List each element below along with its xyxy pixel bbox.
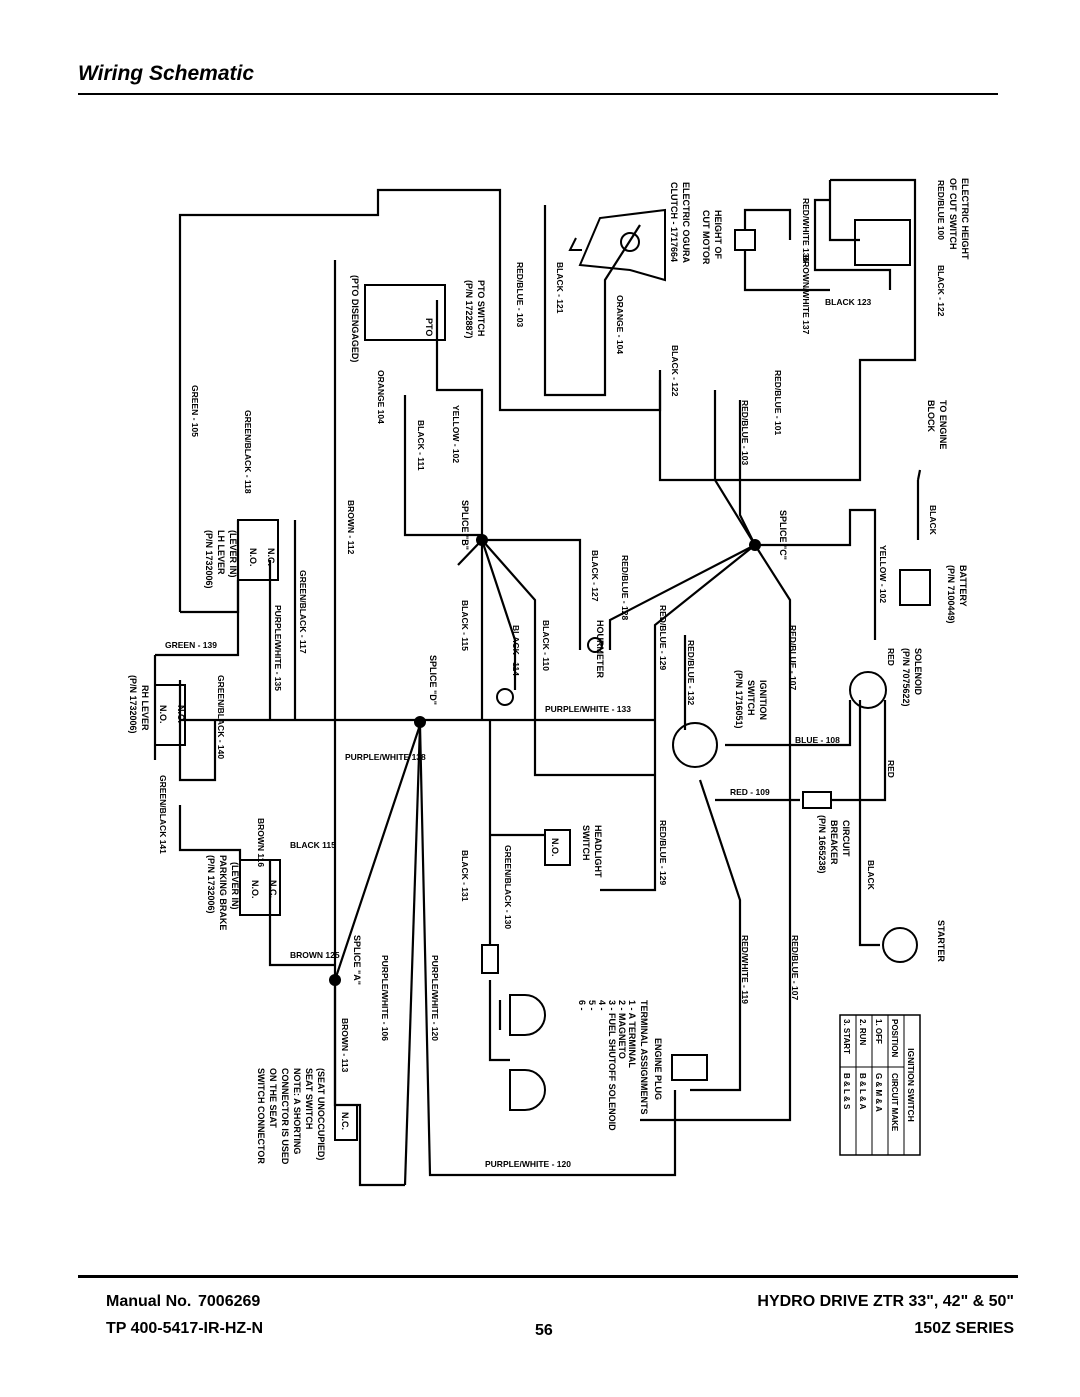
wire-label-125: BROWN 125 [290,950,340,960]
ign-table-header-circuit: CIRCUIT MAKE [890,1073,899,1132]
label-breaker-1: CIRCUIT [841,820,851,857]
wire-label-131: BLACK - 131 [460,850,470,902]
ignition-switch-table [840,1015,920,1155]
wire-label-red-sol2: RED [886,760,896,778]
page-number: 56 [535,1322,553,1339]
splice-a-dot [329,974,341,986]
wire-label-120: PURPLE/WHITE - 120 [430,955,440,1041]
wire-label-101: RED/BLUE - 101 [773,370,783,436]
wire-purple-white-138 [405,725,420,1185]
wire-label-139: GREEN - 139 [165,640,217,650]
fuel-solenoid-coil-1 [510,995,545,1035]
footer-rule [78,1275,1018,1278]
connector-131 [482,945,498,973]
wire-label-108: BLUE - 108 [795,735,840,745]
wire-label-112: BROWN - 112 [346,500,356,555]
label-splice-a: SPLICE "A" [352,935,362,986]
wire-label-black-starter: BLACK [866,860,876,890]
wire-label-141: GREEN/BLACK 141 [158,775,168,854]
wire-label-132: RED/BLUE - 132 [686,640,696,706]
wire-label-136: RED/WHITE 136 [801,198,811,263]
label-ignition-2: SWITCH [746,680,756,716]
wire-label-118: GREEN/BLACK - 118 [243,410,253,494]
label-engine-block-1: TO ENGINE [938,400,948,450]
label-solenoid-2: (P/N 7075622) [901,648,911,707]
label-ignition-1: IGNITION [758,680,768,720]
ign-table-row2-make: B & L & A [858,1073,867,1110]
engine-plug-box [672,1055,707,1080]
wire-label-130: GREEN/BLACK - 130 [503,845,513,930]
manual-number: 7006269 [198,1293,261,1310]
label-engine-plug-2: TERMINAL ASSIGNMENTS [639,1000,649,1115]
label-seat-2: SEAT SWITCH [304,1068,314,1130]
page-title: Wiring Schematic [78,62,255,85]
ign-table-row1-make: G & M & A [874,1073,883,1112]
height-switch-box [855,220,910,265]
wire-label-103: RED/BLUE - 103 [515,262,525,328]
wire-label-128: RED/BLUE - 128 [620,555,630,621]
wire-label-110: BLACK - 110 [541,620,551,672]
wire-label-100: RED/BLUE 100 [936,180,946,240]
label-engine-plug-item-5: 5 - [587,1000,597,1011]
ground-114 [497,689,513,705]
battery-box [900,570,930,605]
wire-label-129b: RED/BLUE - 129 [658,820,668,886]
label-splice-b: SPLICE "B" [460,500,470,551]
label-headlight-2: SWITCH [581,825,591,861]
wire-label-115: BLACK - 115 [460,600,470,652]
wire-red-blue-128 [610,545,755,640]
height-motor-box [735,230,755,250]
ign-table-title: IGNITION SWITCH [906,1048,916,1122]
wire-label-103b: RED/BLUE - 103 [740,400,750,466]
ign-table-row3-make: B & L & S [842,1073,851,1110]
label-pto-2: (P/N 1722887) [464,280,474,339]
wire-height-motor [745,210,830,290]
wire-label-119: RED/WHITE - 119 [740,935,750,1004]
label-seat-4: CONNECTOR IS USED [280,1068,290,1165]
wire-parking [180,805,240,860]
label-engine-plug-item-1: 1 - A TERMINAL [627,1000,637,1068]
label-pto-1: PTO SWITCH [476,280,486,337]
label-no-hl: N.O. [550,838,560,857]
product-name: HYDRO DRIVE ZTR 33", 42" & 50" [757,1293,1014,1310]
label-ignition-3: (P/N 1716051) [734,670,744,729]
wire-label-red-sol: RED [886,648,896,666]
wire-label-106: PURPLE/WHITE - 106 [380,955,390,1041]
wire-breaker-red [830,700,885,800]
label-rh-lever-1: RH LEVER [140,685,150,731]
ign-table-row2-pos: 2. RUN [858,1019,867,1046]
splice-d-dot [414,716,426,728]
label-no-rh: N.O. [158,705,168,724]
wire-label-129: RED/BLUE - 129 [658,605,668,671]
label-engine-plug-item-6: 6 - [577,1000,587,1011]
label-breaker-2: BREAKER [829,820,839,865]
wire-label-114: BLACK - 114 [511,625,521,677]
wire-label-102b: YELLOW - 102 [878,545,888,604]
wire-black-114 [482,540,515,690]
starter-body [883,928,917,962]
wire-battery-black [918,470,920,540]
ign-table-header-position: POSITION [890,1019,899,1058]
splice-b-dot [476,534,488,546]
ignition-body [673,723,717,767]
label-pto-4: PTO [424,318,434,337]
wire-label-107: RED/BLUE - 107 [788,625,798,691]
breaker-box [803,792,831,808]
tp-code: TP 400-5417-IR-HZ-N [106,1320,264,1337]
diode-symbol [570,238,582,250]
fuel-solenoid-coil-2 [510,1070,545,1110]
wire-label-122b: BLACK - 122 [670,345,680,397]
label-battery-2: (P/N 7100449) [946,565,956,624]
wire-label-113: BROWN - 113 [340,1018,350,1073]
label-battery-1: BATTERY [958,565,968,607]
label-hourmeter: HOURMETER [595,620,605,678]
label-parking-1: (LEVER IN) [230,862,240,910]
wire-label-133: PURPLE/WHITE - 133 [545,704,631,714]
label-height-switch-2: OF CUT SWITCH [948,178,958,250]
label-height-motor-2: CUT MOTOR [701,210,711,265]
wire-label-122: BLACK - 122 [936,265,946,317]
wire-height-switch [815,180,890,290]
wire-label-140: GREEN/BLACK - 140 [216,675,226,760]
wire-seat-switch [335,980,405,1185]
wire-label-123: BLACK 123 [825,297,872,307]
wire-label-104b: ORANGE 104 [376,370,386,424]
label-starter: STARTER [936,920,946,962]
wire-splice-d-to-a [335,725,420,980]
label-rh-lever-2: (P/N 1732006) [128,675,138,734]
wire-label-117: GREEN/BLACK - 117 [298,570,308,654]
label-headlight-1: HEADLIGHT [593,825,603,878]
wire-label-127: BLACK - 127 [590,550,600,602]
label-breaker-3: (P/N 1665238) [817,815,827,874]
wire-label-116: BROWN 116 [256,818,266,868]
label-lh-lever-3: (P/N 1732006) [204,530,214,589]
label-engine-plug-item-4: 4 - [597,1000,607,1011]
label-clutch-2: CLUTCH - 1717664 [669,182,679,263]
wire-label-104: ORANGE - 104 [615,295,625,355]
wire-label-137: BROWN/WHITE 137 [801,255,811,335]
label-splice-d: SPLICE "D" [428,655,438,706]
wire-fuel-solenoid [490,980,510,1060]
label-height-switch-1: ELECTRIC HEIGHT [960,178,970,260]
label-no-pb: N.O. [250,880,260,899]
solenoid-body [850,672,886,708]
label-engine-plug-item-2: 2 - MAGNETO [617,1000,627,1059]
ign-table-row1-pos: 1. OFF [874,1019,883,1044]
label-parking-2: PARKING BRAKE [218,855,228,931]
wire-label-120b: PURPLE/WHITE - 120 [485,1159,571,1169]
splice-c-dot [749,539,761,551]
label-solenoid-1: SOLENOID [913,648,923,696]
label-seat-3: NOTE: A SHORTING [292,1068,302,1155]
wire-black-122 [660,180,915,480]
wire-label-109: RED - 109 [730,787,770,797]
ign-table-row3-pos: 3. START [842,1019,851,1054]
series-name: 150Z SERIES [914,1320,1014,1337]
label-nc-seat: N.C. [340,1112,350,1130]
wire-label-107b: RED/BLUE - 107 [790,935,800,1001]
label-engine-plug-1: ENGINE PLUG [653,1038,663,1101]
wire-label-102: YELLOW - 102 [451,405,461,464]
wire-label-135: PURPLE/WHITE - 135 [273,605,283,691]
wire-label-105: GREEN - 105 [190,385,200,437]
label-seat-6: SWITCH CONNECTOR [256,1068,266,1164]
label-seat-5: ON THE SEAT [268,1068,278,1128]
label-height-motor-1: HEIGHT OF [713,210,723,259]
wire-label-115b: BLACK 115 [290,840,336,850]
label-pto-3: (PTO DISENGAGED) [350,275,360,363]
label-nc-rh: N.C. [176,705,186,723]
label-parking-3: (P/N 1732006) [206,855,216,914]
label-engine-block-2: BLOCK [926,400,936,432]
wire-ign-to-engine [690,780,740,1090]
label-lh-lever-2: LH LEVER [216,530,226,575]
label-engine-plug-item-3: 3 - FUEL SHUTOFF SOLENOID [607,1000,617,1131]
label-no-lh: N.O. [248,548,258,567]
manual-label: Manual No. [106,1293,192,1310]
wire-label-138: PURPLE/WHITE 138 [345,752,426,762]
wire-solenoid-black [860,700,880,945]
label-nc-pb: N.C. [268,880,278,898]
wire-label-111: BLACK - 111 [416,420,426,471]
label-clutch-1: ELECTRIC OGURA [681,182,691,263]
wire-purple-white-120 [420,725,675,1175]
wire-label-121: BLACK - 121 [555,262,565,314]
label-splice-c: SPLICE "C" [778,510,788,561]
label-seat-1: (SEAT UNOCCUPIED) [316,1068,326,1161]
wire-label-124: BLACK [928,505,938,535]
label-nc-lh: N.C. [266,548,276,566]
label-lh-lever-1: (LEVER IN) [228,530,238,578]
